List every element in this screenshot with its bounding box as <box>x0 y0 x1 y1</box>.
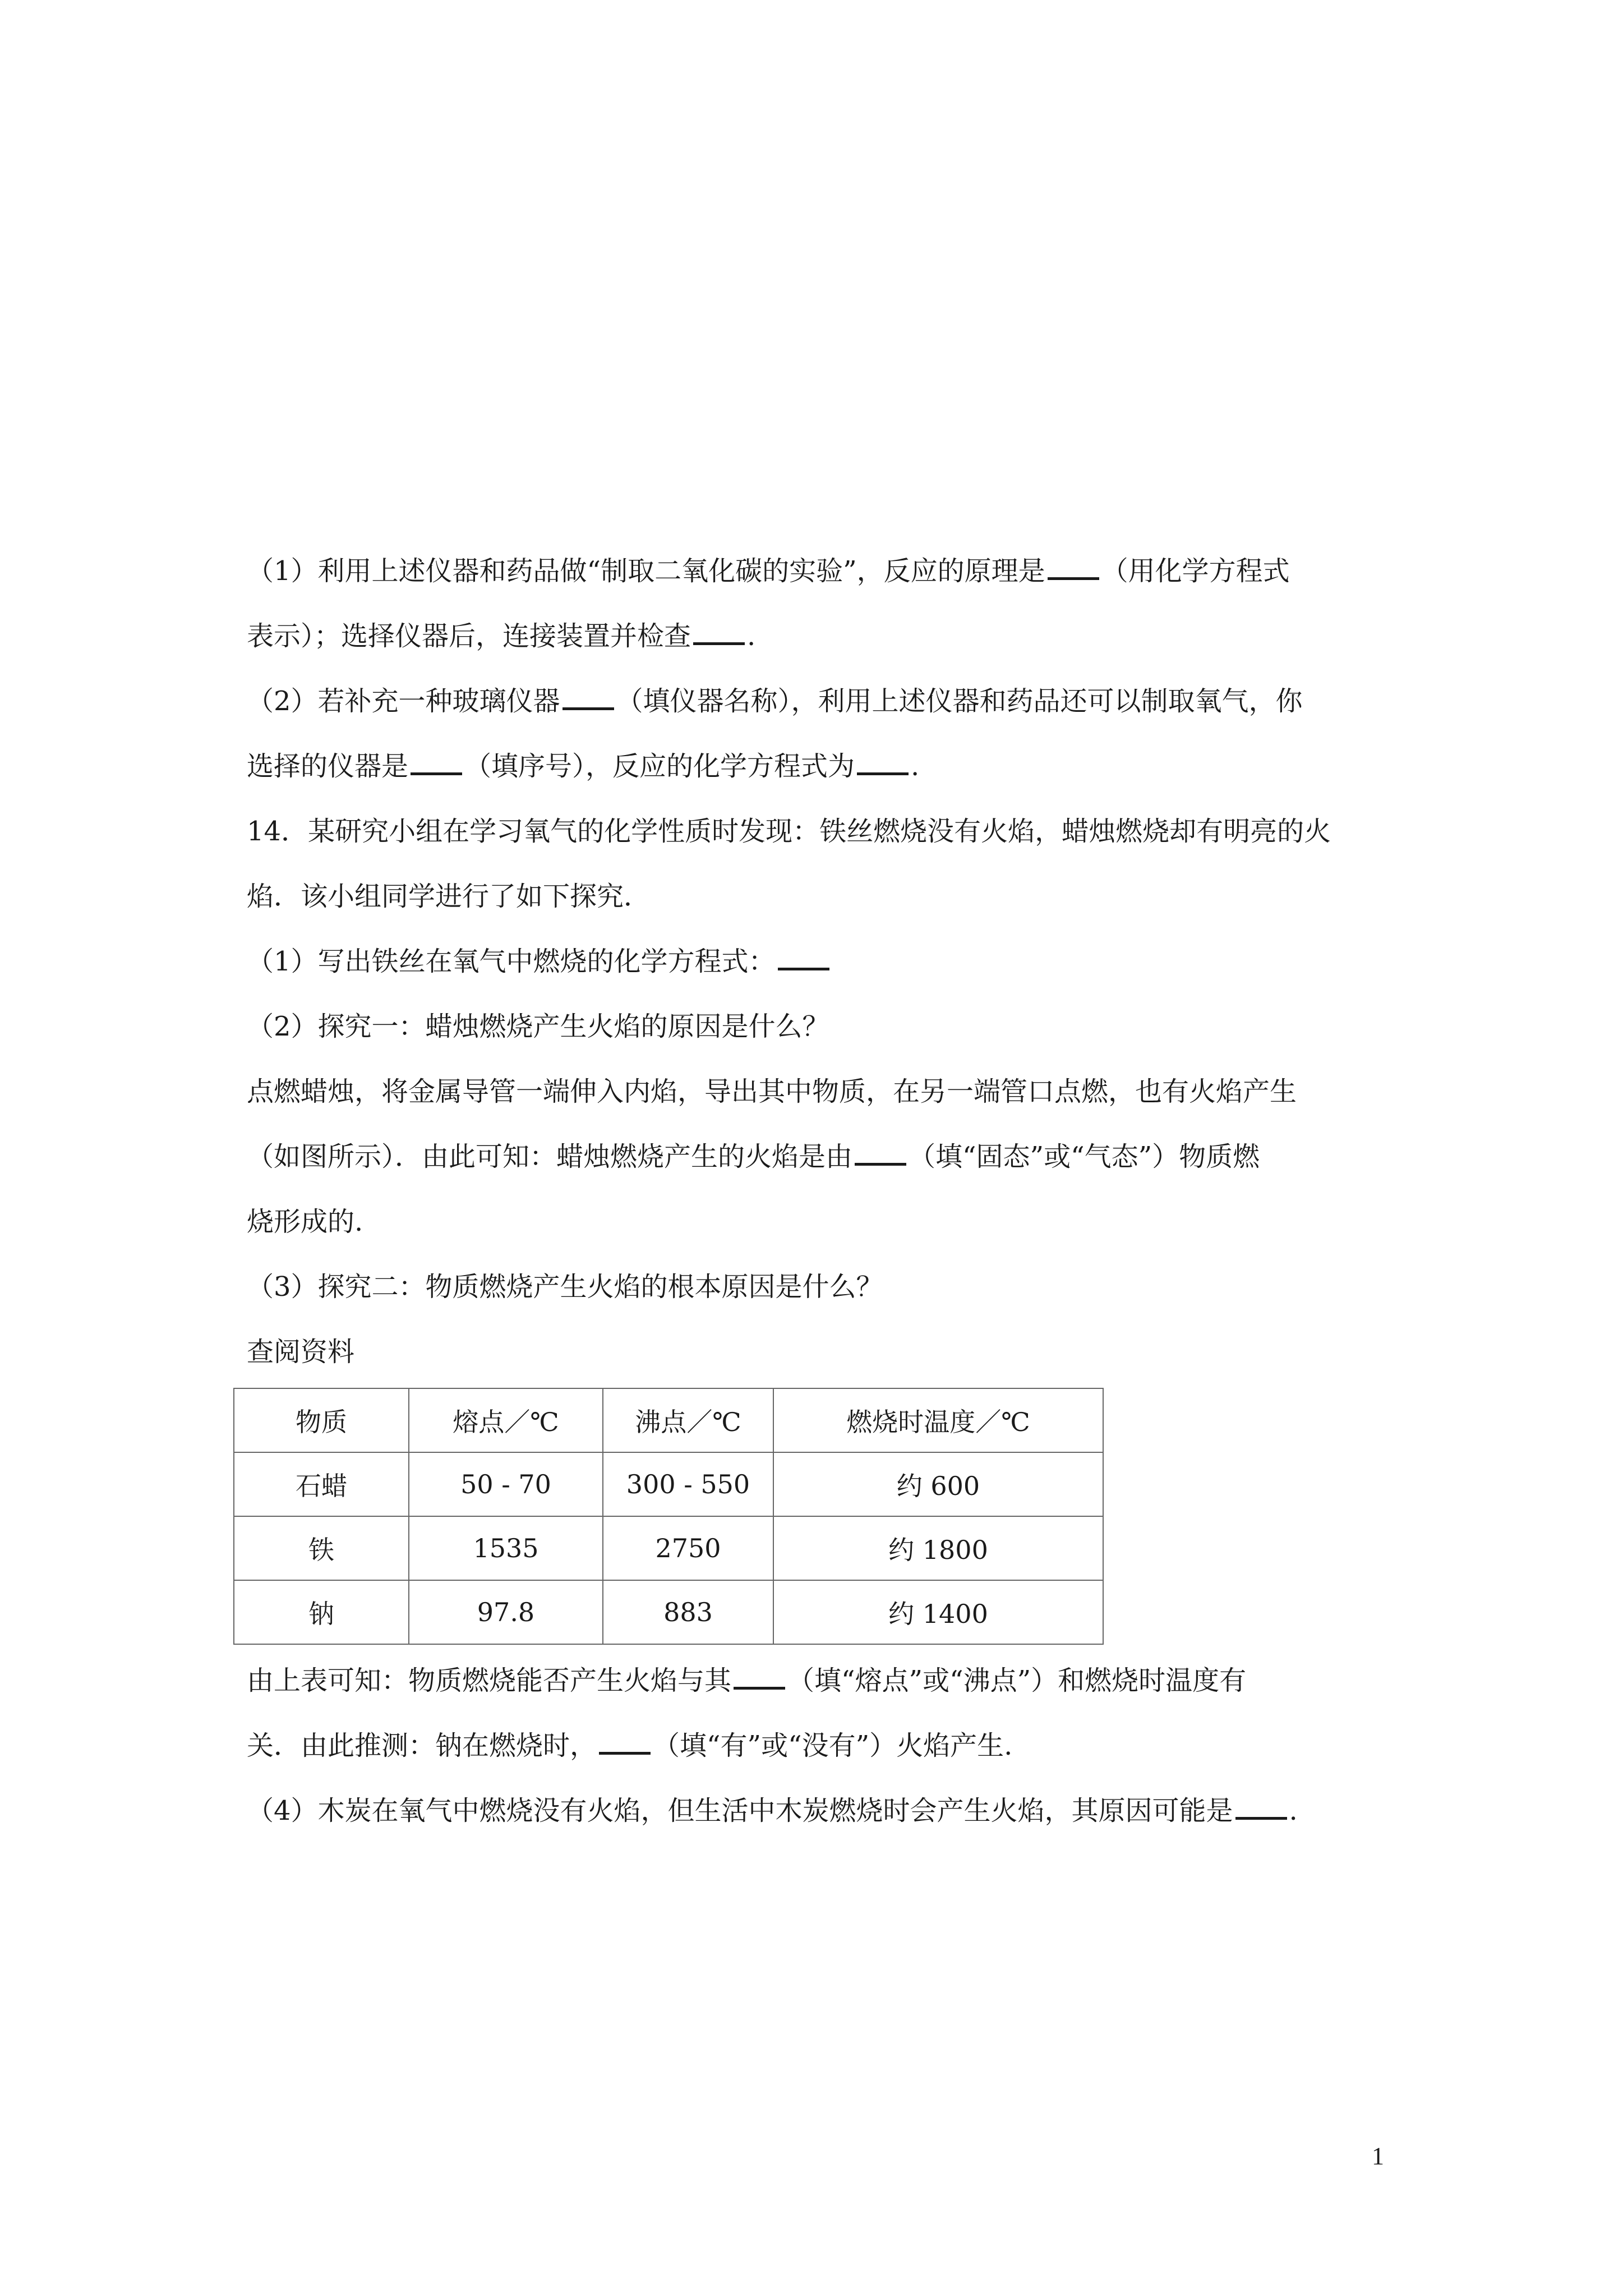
table-cell: 2750 <box>603 1516 773 1580</box>
table-cell: 50 - 70 <box>409 1452 603 1516</box>
text-segment: （3）探究二：物质燃烧产生火焰的根本原因是什么？ <box>247 1271 883 1303</box>
table-header-cell: 物质 <box>234 1388 409 1452</box>
text-segment: . <box>911 751 920 782</box>
answer-blank <box>599 1729 651 1755</box>
answer-blank <box>734 1664 785 1690</box>
text-segment: 14．某研究小组在学习氧气的化学性质时发现：铁丝燃烧没有火焰，蜡烛燃烧却有明亮的火 <box>247 816 1331 847</box>
text-line <box>247 1059 1391 1124</box>
melting-boiling-point-table <box>233 1388 1104 1645</box>
text-line <box>247 1189 1391 1254</box>
page-number: 1 <box>1372 2142 1384 2170</box>
text-segment: （填仪器名称），利用上述仪器和药品还可以制取氧气，你 <box>616 685 1303 717</box>
table-header-cell: 沸点／℃ <box>603 1388 773 1452</box>
table-cell: 300 - 550 <box>603 1452 773 1516</box>
text-line <box>247 929 1391 994</box>
table-cell: 1535 <box>409 1516 603 1580</box>
table-row <box>234 1516 1103 1580</box>
text-line <box>247 799 1391 864</box>
table-row <box>234 1580 1103 1644</box>
table-cell: 约 1800 <box>773 1516 1103 1580</box>
text-segment: . <box>1289 1795 1298 1826</box>
text-line <box>247 1778 1391 1843</box>
text-line <box>247 669 1391 734</box>
answer-blank <box>411 750 462 775</box>
text-segment: 关．由此推测：钠在燃烧时， <box>247 1730 597 1761</box>
answer-blank <box>1048 555 1099 580</box>
table-header-row <box>234 1388 1103 1452</box>
text-segment: （如图所示）．由此可知：蜡烛燃烧产生的火焰是由 <box>247 1141 853 1172</box>
text-segment: （填“熔点”或“沸点”）和燃烧时温度有 <box>787 1665 1247 1696</box>
answer-blank <box>693 620 745 645</box>
table-cell: 石蜡 <box>234 1452 409 1516</box>
table-cell: 约 600 <box>773 1452 1103 1516</box>
text-segment: 由上表可知：物质燃烧能否产生火焰与其 <box>247 1665 732 1696</box>
answer-blank <box>855 1140 906 1166</box>
text-segment: 焰．该小组同学进行了如下探究． <box>247 881 651 912</box>
table-cell: 883 <box>603 1580 773 1644</box>
table-header-cell: 燃烧时温度／℃ <box>773 1388 1103 1452</box>
text-line <box>247 1713 1391 1778</box>
text-segment: （4）木炭在氧气中燃烧没有火焰，但生活中木炭燃烧时会产生火焰，其原因可能是 <box>247 1795 1233 1826</box>
answer-text-block <box>247 1648 1391 1843</box>
text-line <box>247 1254 1391 1319</box>
table-cell: 钠 <box>234 1580 409 1644</box>
text-line <box>247 864 1391 929</box>
table-header-cell: 熔点／℃ <box>409 1388 603 1452</box>
text-line <box>247 734 1391 799</box>
text-segment: （填序号），反应的化学方程式为 <box>464 751 855 782</box>
text-segment: （填“有”或“没有”）火焰产生. <box>653 1730 1013 1761</box>
answer-blank <box>857 750 909 775</box>
table-cell: 97.8 <box>409 1580 603 1644</box>
text-segment: 烧形成的. <box>247 1206 363 1237</box>
table-cell: 铁 <box>234 1516 409 1580</box>
text-line <box>247 1124 1391 1189</box>
text-segment: （1）利用上述仪器和药品做“制取二氧化碳的实验”，反应的原理是 <box>247 555 1045 587</box>
text-segment: （填“固态”或“气态”）物质燃 <box>909 1141 1260 1172</box>
text-line <box>247 1648 1391 1713</box>
text-line <box>247 604 1391 669</box>
table-cell: 约 1400 <box>773 1580 1103 1644</box>
text-segment: （用化学方程式 <box>1101 555 1290 587</box>
text-segment: 查阅资料 <box>247 1336 355 1368</box>
text-segment: （2）探究一：蜡烛燃烧产生火焰的原因是什么？ <box>247 1011 829 1042</box>
answer-blank <box>778 945 829 970</box>
text-segment: 点燃蜡烛，将金属导管一端伸入内焰，导出其中物质，在另一端管口点燃，也有火焰产生 <box>247 1076 1297 1107</box>
page-content <box>247 539 1391 1843</box>
answer-blank <box>1235 1795 1287 1820</box>
answer-blank <box>562 685 614 710</box>
question-text-block <box>247 539 1391 1384</box>
text-segment: （2）若补充一种玻璃仪器 <box>247 685 560 717</box>
text-line <box>247 539 1391 604</box>
text-segment: （1）写出铁丝在氧气中燃烧的化学方程式： <box>247 946 776 977</box>
text-segment: . <box>747 620 756 652</box>
text-segment: 选择的仪器是 <box>247 751 409 782</box>
table-row <box>234 1452 1103 1516</box>
text-line <box>247 994 1391 1059</box>
text-segment: 表示）；选择仪器后，连接装置并检查 <box>247 620 691 652</box>
text-line <box>247 1319 1391 1384</box>
